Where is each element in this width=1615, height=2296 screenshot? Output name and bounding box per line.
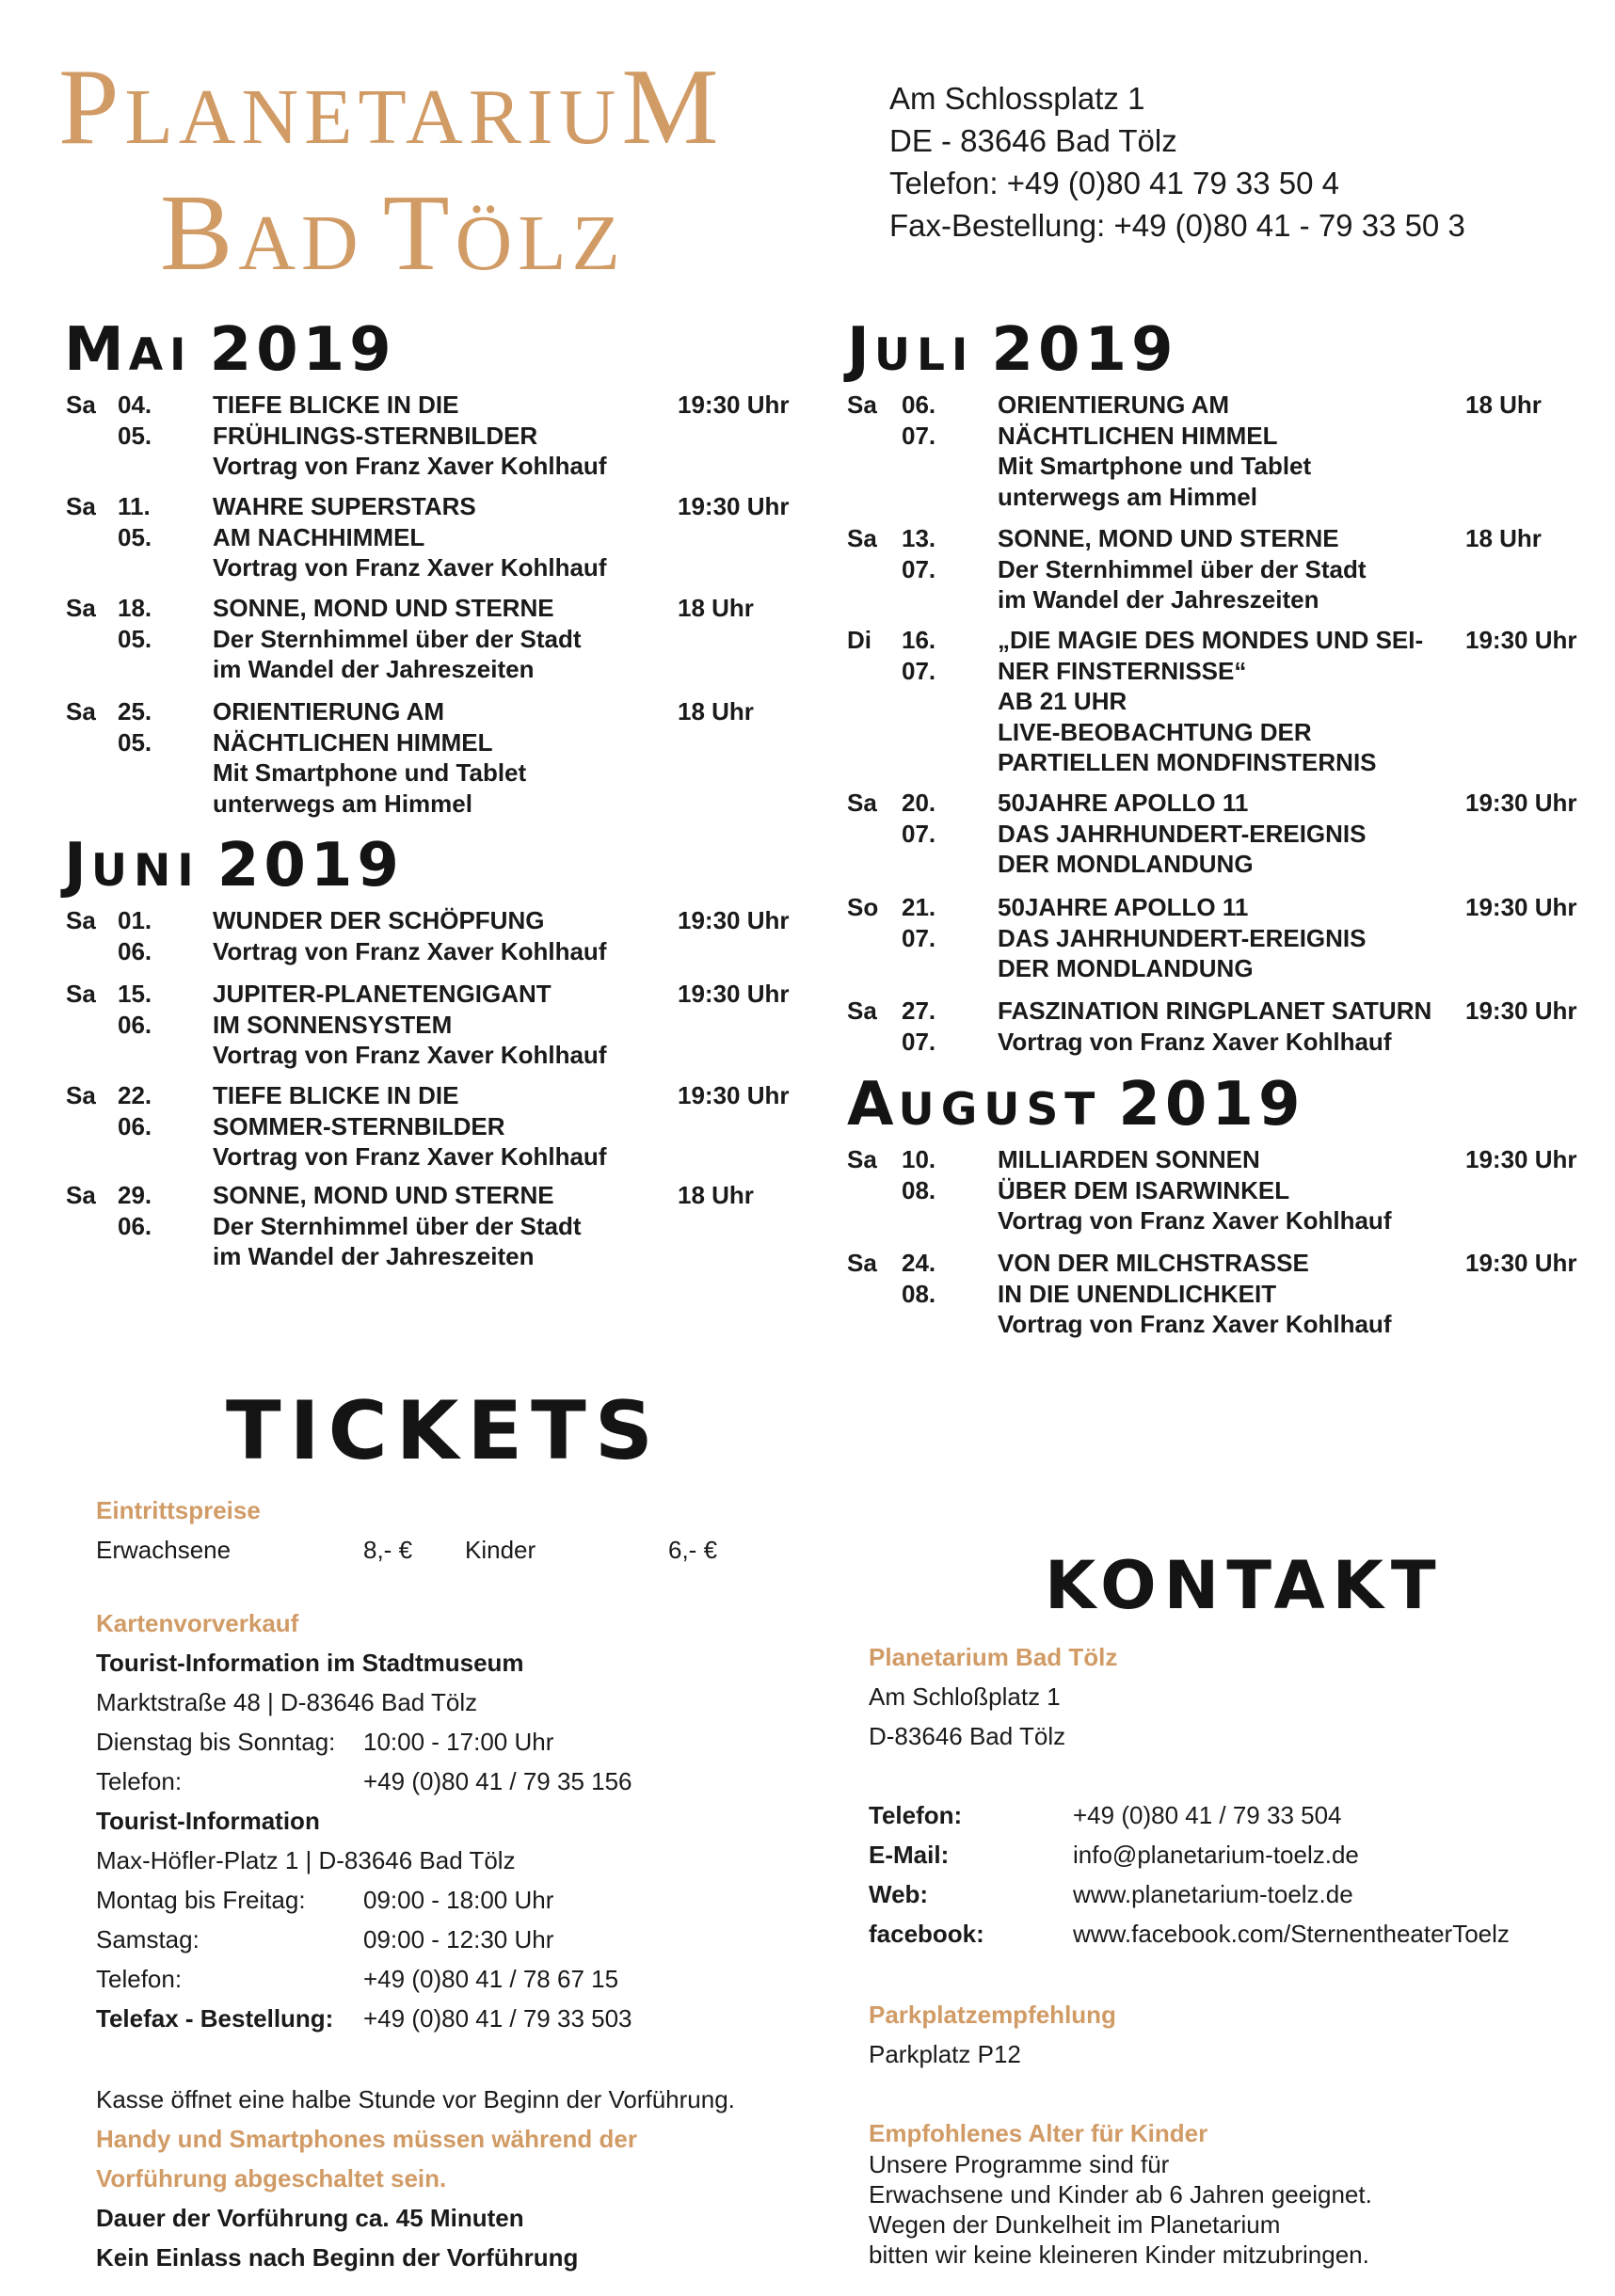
event-time: 19:30 Uhr bbox=[1465, 997, 1577, 1025]
kontakt-email-label: E-Mail: bbox=[869, 1841, 950, 1869]
event-day: Di bbox=[847, 626, 871, 654]
box-office-note: Kasse öffnet eine halbe Stunde vor Beginn der Vorführung. bbox=[96, 2085, 735, 2113]
event-date: 24. 08. bbox=[902, 1249, 936, 1308]
event-date: 11. 05. bbox=[118, 492, 152, 551]
event-description: FASZINATION RINGPLANET SATURN Vortrag von Franz Xaver Kohlhauf bbox=[998, 997, 1432, 1056]
parking-value: Parkplatz P12 bbox=[869, 2040, 1021, 2068]
event-date: 16. 07. bbox=[902, 626, 936, 685]
office2-sat-label: Samstag: bbox=[96, 1925, 200, 1953]
kontakt-web-label: Web: bbox=[869, 1880, 929, 1908]
header-address bbox=[889, 77, 1465, 247]
presale-label: Kartenvorverkauf bbox=[96, 1609, 299, 1637]
office2-weekday: 09:00 - 18:00 Uhr bbox=[363, 1886, 554, 1914]
office1-address: Marktstraße 48 | D-83646 Bad Tölz bbox=[96, 1688, 478, 1716]
children-price: 6,- € bbox=[668, 1536, 718, 1564]
event-date: 25. 05. bbox=[118, 697, 152, 757]
event-date: 18. 05. bbox=[118, 594, 152, 653]
event-description: SONNE, MOND UND STERNE Der Sternhimmel über der Stadt im Wandel der Jahreszeiten bbox=[213, 1181, 582, 1270]
event-date: 04. 05. bbox=[118, 391, 152, 450]
event-day: Sa bbox=[847, 391, 877, 419]
prices-label: Eintrittspreise bbox=[96, 1496, 261, 1524]
office1-hours: 10:00 - 17:00 Uhr bbox=[363, 1728, 554, 1756]
event-description: SONNE, MOND UND STERNE Der Sternhimmel über der Stadt im Wandel der Jahreszeiten bbox=[998, 524, 1367, 614]
event-day: Sa bbox=[847, 524, 877, 552]
event-time: 18 Uhr bbox=[1465, 391, 1542, 419]
event-day: Sa bbox=[66, 1181, 96, 1209]
event-day: Sa bbox=[847, 789, 877, 817]
event-time: 19:30 Uhr bbox=[1465, 626, 1577, 654]
phones-note-line2: Vorführung abgeschaltet sein. bbox=[96, 2164, 447, 2192]
event-day: Sa bbox=[66, 697, 96, 725]
event-time: 19:30 Uhr bbox=[678, 1081, 790, 1109]
duration-note: Dauer der Vorführung ca. 45 Minuten bbox=[96, 2204, 524, 2232]
month-heading-august: AUGUST 2019 bbox=[847, 1070, 1305, 1140]
event-time: 19:30 Uhr bbox=[1465, 1249, 1577, 1277]
event-date: 01. 06. bbox=[118, 906, 152, 965]
adults-price: 8,- € bbox=[363, 1536, 413, 1564]
kontakt-phone-label: Telefon: bbox=[869, 1801, 963, 1829]
event-time: 19:30 Uhr bbox=[678, 980, 790, 1008]
kontakt-email-link[interactable]: info@planetarium-toelz.de bbox=[1073, 1841, 1359, 1869]
kontakt-facebook-link[interactable]: www.facebook.com/SternentheaterToelz bbox=[1073, 1920, 1510, 1948]
fax-number: +49 (0)80 41 / 79 33 503 bbox=[363, 2004, 632, 2033]
event-description: WUNDER DER SCHÖPFUNG Vortrag von Franz Xaver Kohlhauf bbox=[213, 906, 607, 965]
fax-label: Telefax - Bestellung: bbox=[96, 2004, 334, 2033]
office2-phone: +49 (0)80 41 / 78 67 15 bbox=[363, 1965, 619, 1993]
event-day: Sa bbox=[66, 980, 96, 1008]
age-label: Empfohlenes Alter für Kinder bbox=[869, 2119, 1208, 2147]
event-time: 18 Uhr bbox=[1465, 524, 1542, 552]
event-description: MILLIARDEN SONNEN ÜBER DEM ISARWINKEL Vortrag von Franz Xaver Kohlhauf bbox=[998, 1145, 1392, 1235]
address-street: Am Schlossplatz 1 bbox=[889, 81, 1145, 116]
office2-name: Tourist-Information bbox=[96, 1807, 320, 1835]
event-date: 13. 07. bbox=[902, 524, 936, 583]
office1-phone-label: Telefon: bbox=[96, 1767, 183, 1795]
event-day: Sa bbox=[847, 997, 877, 1025]
event-date: 21. 07. bbox=[902, 893, 936, 952]
event-time: 18 Uhr bbox=[678, 594, 754, 622]
event-day: Sa bbox=[847, 1249, 877, 1277]
kontakt-street: Am Schloßplatz 1 bbox=[869, 1682, 1061, 1711]
event-description: JUPITER-PLANETENGIGANT IM SONNENSYSTEM Vortrag von Franz Xaver Kohlhauf bbox=[213, 980, 607, 1069]
event-time: 19:30 Uhr bbox=[1465, 893, 1577, 921]
event-time: 18 Uhr bbox=[678, 697, 754, 725]
office2-address: Max-Höfler-Platz 1 | D-83646 Bad Tölz bbox=[96, 1846, 516, 1874]
event-time: 19:30 Uhr bbox=[1465, 1145, 1577, 1173]
title-bad-toelz: BAD TÖLZ bbox=[160, 173, 626, 294]
event-time: 18 Uhr bbox=[678, 1181, 754, 1209]
age-text: Unsere Programme sind für Erwachsene und Kinder ab 6 Jahren geeignet. Wegen der Dunkelheit im Planetarium bitten wir keine kleineren Kinder mitzubringen. bbox=[869, 2150, 1372, 2269]
title-planetarium: PLANETARIUM bbox=[58, 47, 725, 167]
event-day: Sa bbox=[66, 391, 96, 419]
office2-phone-label: Telefon: bbox=[96, 1965, 183, 1993]
kontakt-phone: +49 (0)80 41 / 79 33 504 bbox=[1073, 1801, 1342, 1829]
event-date: 27. 07. bbox=[902, 997, 936, 1056]
event-description: ORIENTIERUNG AM NÄCHTLICHEN HIMMEL Mit Smartphone und Tablet unterwegs am Himmel bbox=[213, 697, 527, 818]
month-heading-mai: MAI 2019 bbox=[64, 315, 396, 385]
kontakt-org-name: Planetarium Bad Tölz bbox=[869, 1643, 1118, 1671]
event-description: TIEFE BLICKE IN DIE FRÜHLINGS-STERNBILDER Vortrag von Franz Xaver Kohlhauf bbox=[213, 391, 607, 480]
event-time: 19:30 Uhr bbox=[678, 492, 790, 520]
event-description: ORIENTIERUNG AM NÄCHTLICHEN HIMMEL Mit Smartphone und Tablet unterwegs am Himmel bbox=[998, 391, 1312, 511]
event-date: 10. 08. bbox=[902, 1145, 936, 1204]
event-date: 20. 07. bbox=[902, 789, 936, 848]
adults-label: Erwachsene bbox=[96, 1536, 232, 1564]
event-day: So bbox=[847, 893, 879, 921]
event-day: Sa bbox=[66, 492, 96, 520]
children-label: Kinder bbox=[465, 1536, 536, 1564]
event-description: 50JAHRE APOLLO 11 DAS JAHRHUNDERT-EREIGNIS DER MONDLANDUNG bbox=[998, 893, 1367, 982]
address-city: DE - 83646 Bad Tölz bbox=[889, 123, 1177, 158]
event-time: 19:30 Uhr bbox=[678, 391, 790, 419]
event-date: 06. 07. bbox=[902, 391, 936, 450]
kontakt-city: D-83646 Bad Tölz bbox=[869, 1722, 1066, 1750]
office2-sat: 09:00 - 12:30 Uhr bbox=[363, 1925, 554, 1953]
office1-hours-label: Dienstag bis Sonntag: bbox=[96, 1728, 336, 1756]
event-description: TIEFE BLICKE IN DIE SOMMER-STERNBILDER Vortrag von Franz Xaver Kohlhauf bbox=[213, 1081, 607, 1171]
office1-name: Tourist-Information im Stadtmuseum bbox=[96, 1649, 524, 1677]
kontakt-heading: KONTAKT bbox=[1045, 1547, 1444, 1624]
event-day: Sa bbox=[66, 1081, 96, 1109]
office2-weekday-label: Montag bis Freitag: bbox=[96, 1886, 306, 1914]
event-date: 29. 06. bbox=[118, 1181, 152, 1240]
kontakt-web-link[interactable]: www.planetarium-toelz.de bbox=[1073, 1880, 1353, 1908]
address-phone: Telefon: +49 (0)80 41 79 33 50 4 bbox=[889, 166, 1339, 200]
month-heading-juni: JUNI 2019 bbox=[64, 831, 404, 901]
event-day: Sa bbox=[847, 1145, 877, 1173]
phones-note-line1: Handy und Smartphones müssen während der bbox=[96, 2125, 637, 2153]
event-day: Sa bbox=[66, 594, 96, 622]
parking-label: Parkplatzempfehlung bbox=[869, 2001, 1116, 2029]
kontakt-facebook-label: facebook: bbox=[869, 1920, 984, 1948]
event-day: Sa bbox=[66, 906, 96, 934]
event-date: 22. 06. bbox=[118, 1081, 152, 1140]
event-time: 19:30 Uhr bbox=[678, 906, 790, 934]
event-time: 19:30 Uhr bbox=[1465, 789, 1577, 817]
event-description: „DIE MAGIE DES MONDES UND SEI- NER FINSTERNISSE“ AB 21 UHR LIVE-BEOBACHTUNG DER PARTIELLEN MONDFINSTERNIS bbox=[998, 626, 1424, 776]
tickets-heading: TICKETS bbox=[226, 1384, 662, 1478]
office1-phone: +49 (0)80 41 / 79 35 156 bbox=[363, 1767, 632, 1795]
event-date: 15. 06. bbox=[118, 980, 152, 1039]
month-heading-juli: JULI 2019 bbox=[847, 315, 1178, 385]
no-entry-note: Kein Einlass nach Beginn der Vorführung bbox=[96, 2243, 579, 2272]
address-fax: Fax-Bestellung: +49 (0)80 41 - 79 33 50 3 bbox=[889, 208, 1465, 243]
event-description: SONNE, MOND UND STERNE Der Sternhimmel über der Stadt im Wandel der Jahreszeiten bbox=[213, 594, 582, 683]
event-description: VON DER MILCHSTRASSE IN DIE UNENDLICHKEIT Vortrag von Franz Xaver Kohlhauf bbox=[998, 1249, 1392, 1338]
event-description: WAHRE SUPERSTARS AM NACHHIMMEL Vortrag von Franz Xaver Kohlhauf bbox=[213, 492, 607, 582]
event-description: 50JAHRE APOLLO 11 DAS JAHRHUNDERT-EREIGNIS DER MONDLANDUNG bbox=[998, 789, 1367, 878]
